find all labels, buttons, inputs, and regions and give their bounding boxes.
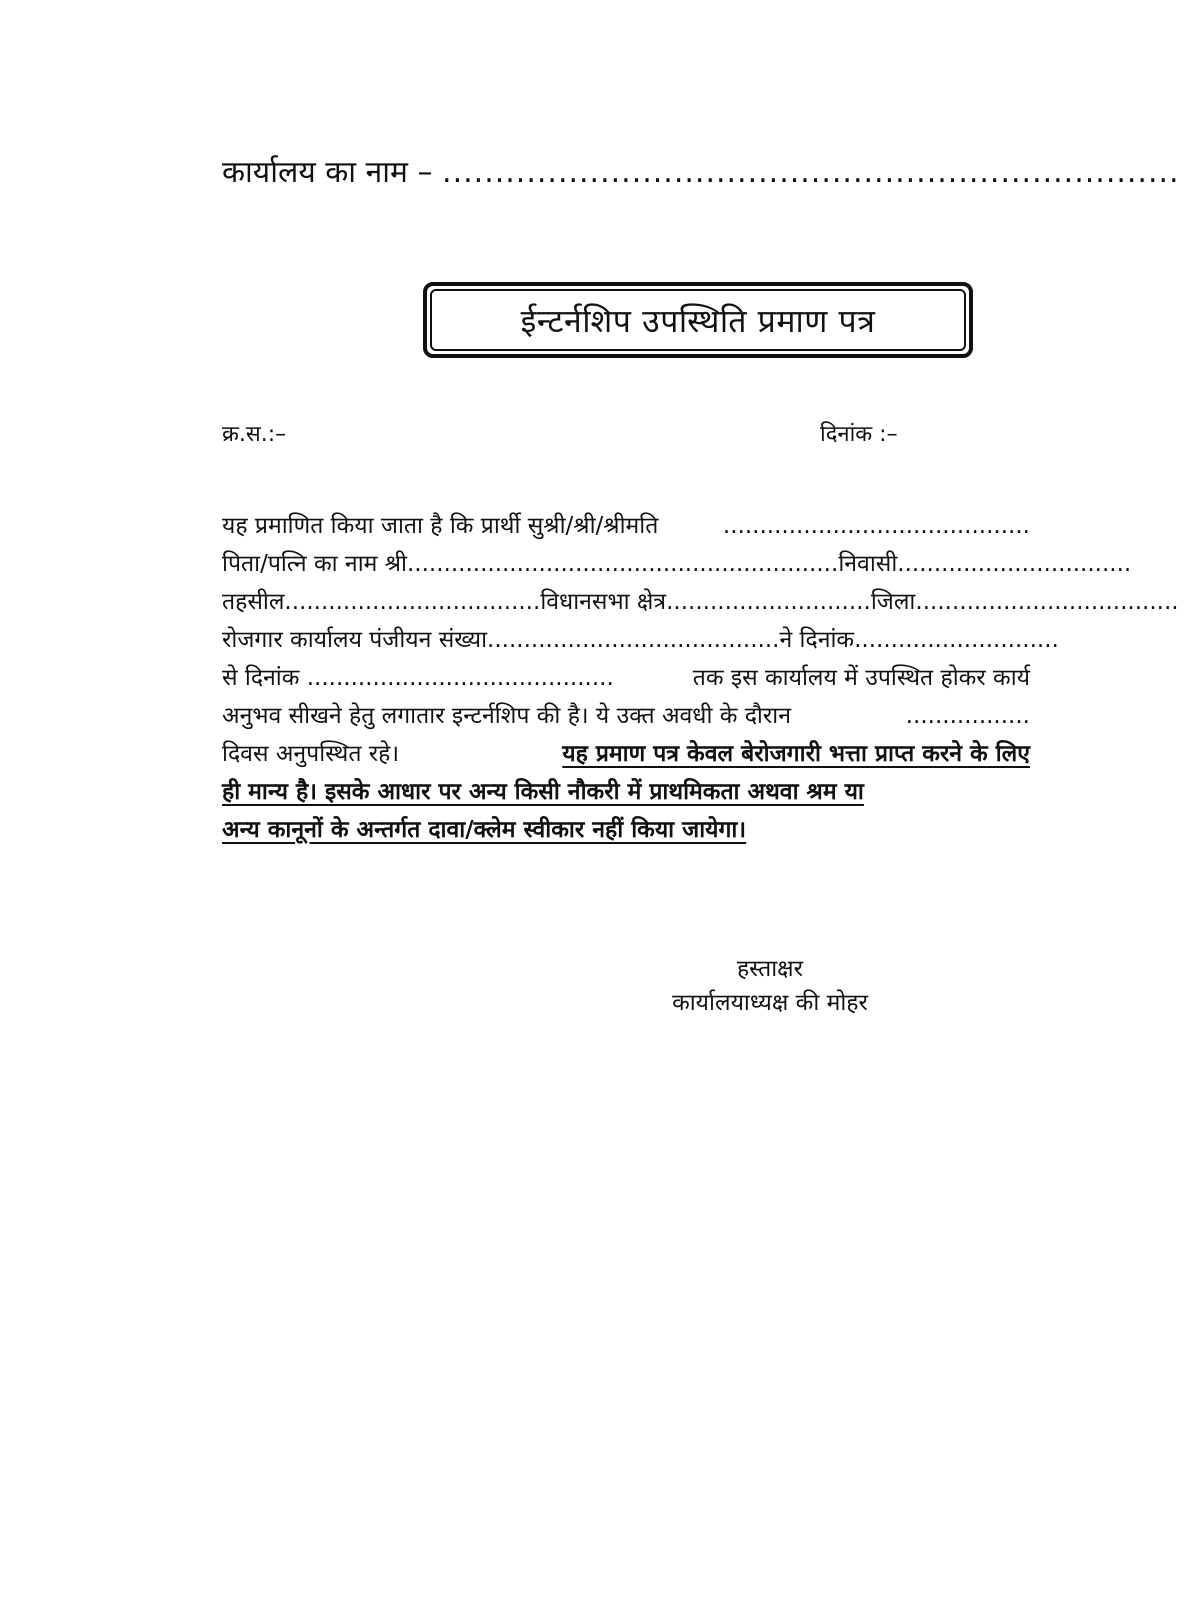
body-line-5 [222,659,1030,697]
office-name-line [222,150,1180,191]
body-text: दिवस अनुपस्थित रहे। [222,741,400,767]
blank-field-from-date: ............................ [854,627,1059,653]
certificate-title-box [423,282,973,358]
body-line-4 [222,621,1059,659]
certificate-body [222,507,1179,849]
certificate-title: ईन्टर्नशिप उपस्थिति प्रमाण पत्र [430,289,966,351]
date-label: दिनांक :– [820,422,898,447]
office-seal-label: कार्यालयाध्यक्ष की मोहर [672,990,868,1016]
blank-field-father: पिता/पत्नि का नाम श्री........................................................... [222,551,839,577]
body-line-2 [222,545,1132,583]
blank-field-tehsil: तहसील................................... [222,589,541,615]
body-text: तक इस कार्यालय में उपस्थित होकर कार्य [692,665,1030,691]
office-name-label: कार्यालय का नाम – [222,155,433,190]
body-text: यह प्रमाणित किया जाता है कि प्रार्थी सुश्री/श्री/श्रीमति [222,513,659,539]
blank-field-resident: निवासी................................ [838,551,1132,577]
body-line-6 [222,697,1030,735]
signature-label: हस्ताक्षर [736,956,804,982]
office-name-blank: ...................................................................... [442,155,1180,190]
blank-field-name: .......................................... [722,513,1030,539]
body-line-1 [222,507,1030,545]
validity-note: यह प्रमाण पत्र केवल बेरोजगारी भत्ता प्राप्त करने के लिए [562,741,1030,767]
body-line-8 [222,773,1030,811]
blank-field-absent-days: ................. [905,703,1030,729]
serial-number-label: क्र.स.:– [222,422,287,447]
blank-field-district: जिला.................................... [870,589,1179,615]
signature-block [560,952,980,1020]
blank-field-registration: रोजगार कार्यालय पंजीयन संख्या........................................ [222,627,780,653]
validity-note: ही मान्य है। इसके आधार पर अन्य किसी नौकरी में प्राथमिकता अथवा श्रम या [222,779,864,805]
blank-field-assembly: विधानसभा क्षेत्र............................ [540,589,871,615]
body-text: ने दिनांक [779,627,855,653]
body-text: अनुभव सीखने हेतु लगातार इन्टर्नशिप की है। ये उक्त अवधी के दौरान [222,703,791,729]
body-line-3 [222,583,1179,621]
body-line-9 [222,811,1030,849]
validity-note: अन्य कानूनों के अन्तर्गत दावा/क्लेम स्वीकार नहीं किया जायेगा। [222,817,747,843]
body-line-7 [222,735,1030,773]
blank-field-to-date: से दिनांक .......................................... [222,665,614,691]
